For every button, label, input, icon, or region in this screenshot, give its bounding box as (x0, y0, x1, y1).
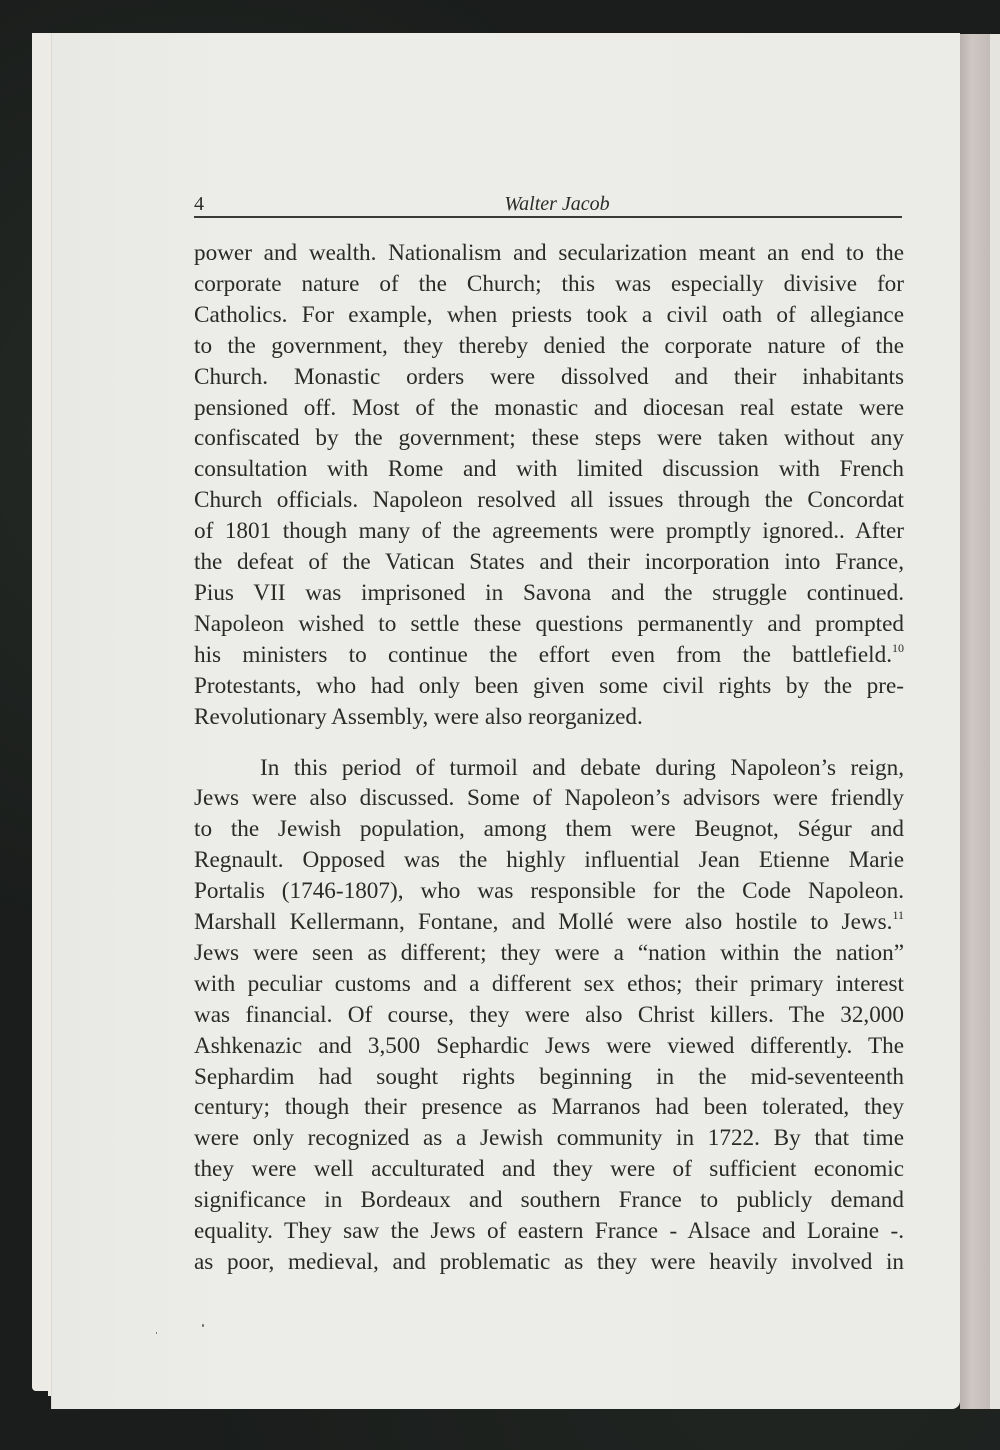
line-text: confiscated by the government; these steps were taken without any (194, 425, 904, 452)
line-text: equality. They saw the Jews of eastern France - Alsace and Loraine -. (194, 1218, 904, 1245)
book-spine-edge (960, 34, 990, 1409)
line-text: Regnault. Opposed was the highly influential Jean Etienne Marie (194, 847, 904, 874)
paragraph-gap (194, 733, 904, 753)
line-text: to the government, they thereby denied the corporate nature of the (194, 332, 904, 359)
line-text: Sephardim had sought rights beginning in the mid-seventeenth (194, 1063, 904, 1090)
line-text: Protestants, who had only been given some civil rights by the pre- (194, 672, 904, 699)
text-line (194, 516, 904, 547)
footnote-marker[interactable]: 10 (892, 640, 904, 655)
page-number: 4 (194, 193, 204, 215)
text-line (194, 907, 904, 938)
line-text: Church officials. Napoleon resolved all issues through the Concordat (194, 487, 904, 514)
text-line (194, 454, 904, 485)
line-text: Portalis (1746-1807), who was responsible for the Code Napoleon. (194, 878, 904, 905)
scan-speck (202, 1324, 204, 1327)
line-text: as poor, medieval, and problematic as they were heavily involved in (194, 1249, 904, 1275)
text-line (194, 238, 904, 269)
running-title: Walter Jacob (504, 193, 610, 215)
text-line (194, 393, 904, 424)
line-text: Revolutionary Assembly, were also reorganized. (194, 703, 643, 730)
footnote-marker[interactable]: 11 (892, 908, 904, 923)
text-line (194, 485, 904, 516)
text-line (194, 938, 904, 969)
text-line (194, 783, 904, 814)
text-line (194, 753, 904, 784)
line-text: they were well acculturated and they were of sufficient economic (194, 1156, 904, 1183)
text-line (194, 423, 904, 454)
line-text: Pius VII was imprisoned in Savona and the struggle continued. (194, 579, 904, 606)
running-header (194, 192, 902, 218)
text-line (194, 578, 904, 609)
line-text: Ashkenazic and 3,500 Sephardic Jews were viewed differently. The (194, 1032, 904, 1059)
facing-page-edge (990, 34, 1000, 1409)
text-line (194, 609, 904, 640)
text-line (194, 1247, 904, 1278)
text-line (194, 1031, 904, 1062)
text-line (194, 702, 904, 733)
line-text: pensioned off. Most of the monastic and diocesan real estate were (194, 394, 904, 421)
line-text: Napoleon wished to settle these questions permanently and prompted (194, 610, 904, 637)
text-line (194, 969, 904, 1000)
text-line (194, 671, 904, 702)
scan-speck (156, 1332, 157, 1334)
line-text: Jews were seen as different; they were a “nation within the nation” (194, 939, 904, 966)
text-line (194, 1154, 904, 1185)
text-line (194, 269, 904, 300)
line-text: corporate nature of the Church; this was especially divisive for (194, 270, 904, 297)
line-text: was financial. Of course, they were also Christ killers. The 32,000 (194, 1001, 904, 1028)
line-text: power and wealth. Nationalism and secularization meant an end to the (194, 240, 904, 266)
text-line (194, 814, 904, 845)
line-text: with peculiar customs and a different sex ethos; their primary interest (194, 970, 904, 997)
text-line (194, 1185, 904, 1216)
line-text: were only recognized as a Jewish community in 1722. By that time (194, 1125, 904, 1152)
text-line (194, 1216, 904, 1247)
text-line (194, 876, 904, 907)
line-text: Marshall Kellermann, Fontane, and Mollé were also hostile to Jews. (194, 909, 893, 936)
line-text: his ministers to continue the effort even from the battlefield. (194, 641, 892, 668)
text-line (194, 331, 904, 362)
text-line (194, 1062, 904, 1093)
text-line (194, 1123, 904, 1154)
line-text: consultation with Rome and with limited discussion with French (194, 456, 904, 483)
line-text: Church. Monastic orders were dissolved and their inhabitants (194, 363, 904, 390)
line-text: significance in Bordeaux and southern France to publicly demand (194, 1187, 904, 1214)
line-text: to the Jewish population, among them were Beugnot, Ségur and (194, 816, 904, 843)
line-text: century; though their presence as Marranos had been tolerated, they (194, 1094, 904, 1121)
line-text: of 1801 though many of the agreements were promptly ignored.. After (194, 518, 904, 545)
text-line (194, 547, 904, 578)
text-line (194, 845, 904, 876)
paragraph (194, 238, 904, 733)
line-text: In this period of turmoil and debate during Napoleon’s reign, (260, 754, 904, 781)
text-line (194, 640, 904, 671)
text-line (194, 1000, 904, 1031)
line-text: the defeat of the Vatican States and their incorporation into France, (194, 549, 904, 576)
line-text: Catholics. For example, when priests took a civil oath of allegiance (194, 301, 904, 328)
body-text (194, 238, 904, 1278)
text-line (194, 362, 904, 393)
paragraph (194, 753, 904, 1278)
line-text: Jews were also discussed. Some of Napoleon’s advisors were friendly (194, 785, 904, 812)
text-line (194, 300, 904, 331)
text-line (194, 1092, 904, 1123)
